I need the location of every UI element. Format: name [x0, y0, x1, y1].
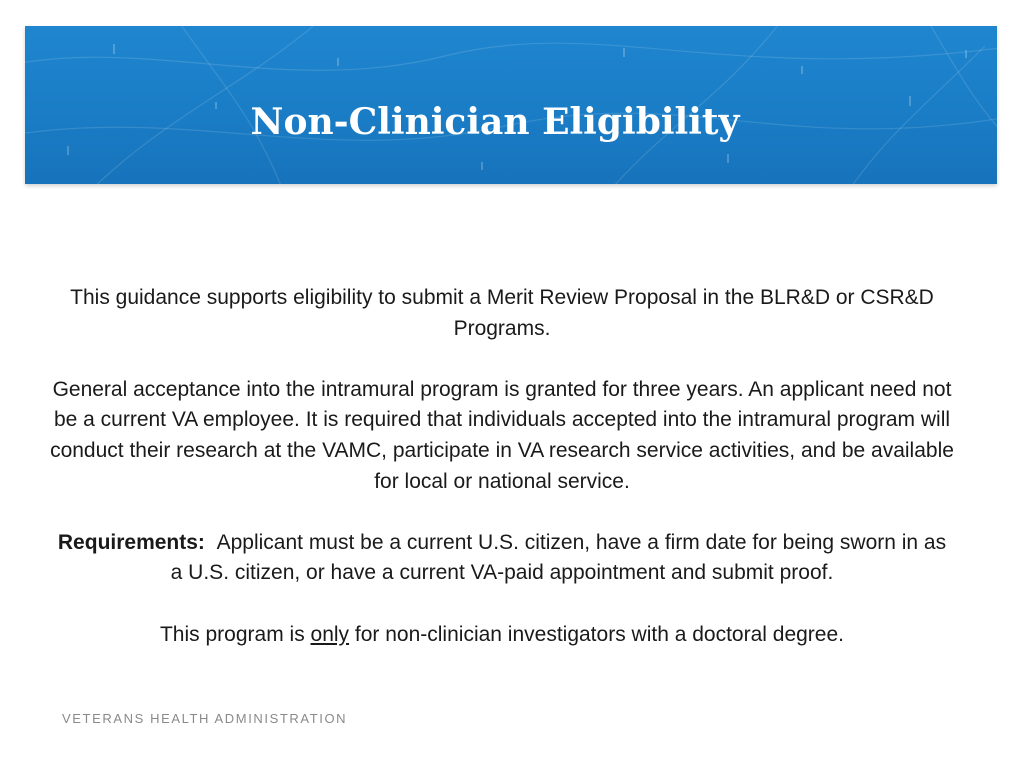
- guidance-paragraph: This guidance supports eligibility to submit a Merit Review Proposal in the BLR&D or CSR&D Programs.: [70, 286, 934, 340]
- acceptance-paragraph: General acceptance into the intramural program is granted for three years. An applicant need not be a current VA employee. It is required that individuals accepted into the intramural program will conduct their research at the VAMC, participate in VA research service activities, and be available for local or national service.: [50, 377, 954, 493]
- slide-title: Non-Clinician Eligibility: [250, 101, 740, 143]
- program-scope-paragraph: [50, 620, 954, 651]
- slide-body: [50, 283, 954, 650]
- scope-emphasis: only: [310, 622, 350, 646]
- requirements-label: Requirements:: [57, 530, 205, 554]
- scope-text-after: for non-clinician investigators with a doctoral degree.: [349, 622, 844, 646]
- requirements-text: Applicant must be a current U.S. citizen, have a firm date for being sworn in as a U.S. citizen, or have a current VA-paid appointment and submit proof.: [170, 530, 947, 585]
- footer-organization: VETERANS HEALTH ADMINISTRATION: [62, 711, 348, 726]
- requirements-paragraph: [50, 528, 954, 589]
- scope-text-before: This program is: [159, 622, 311, 646]
